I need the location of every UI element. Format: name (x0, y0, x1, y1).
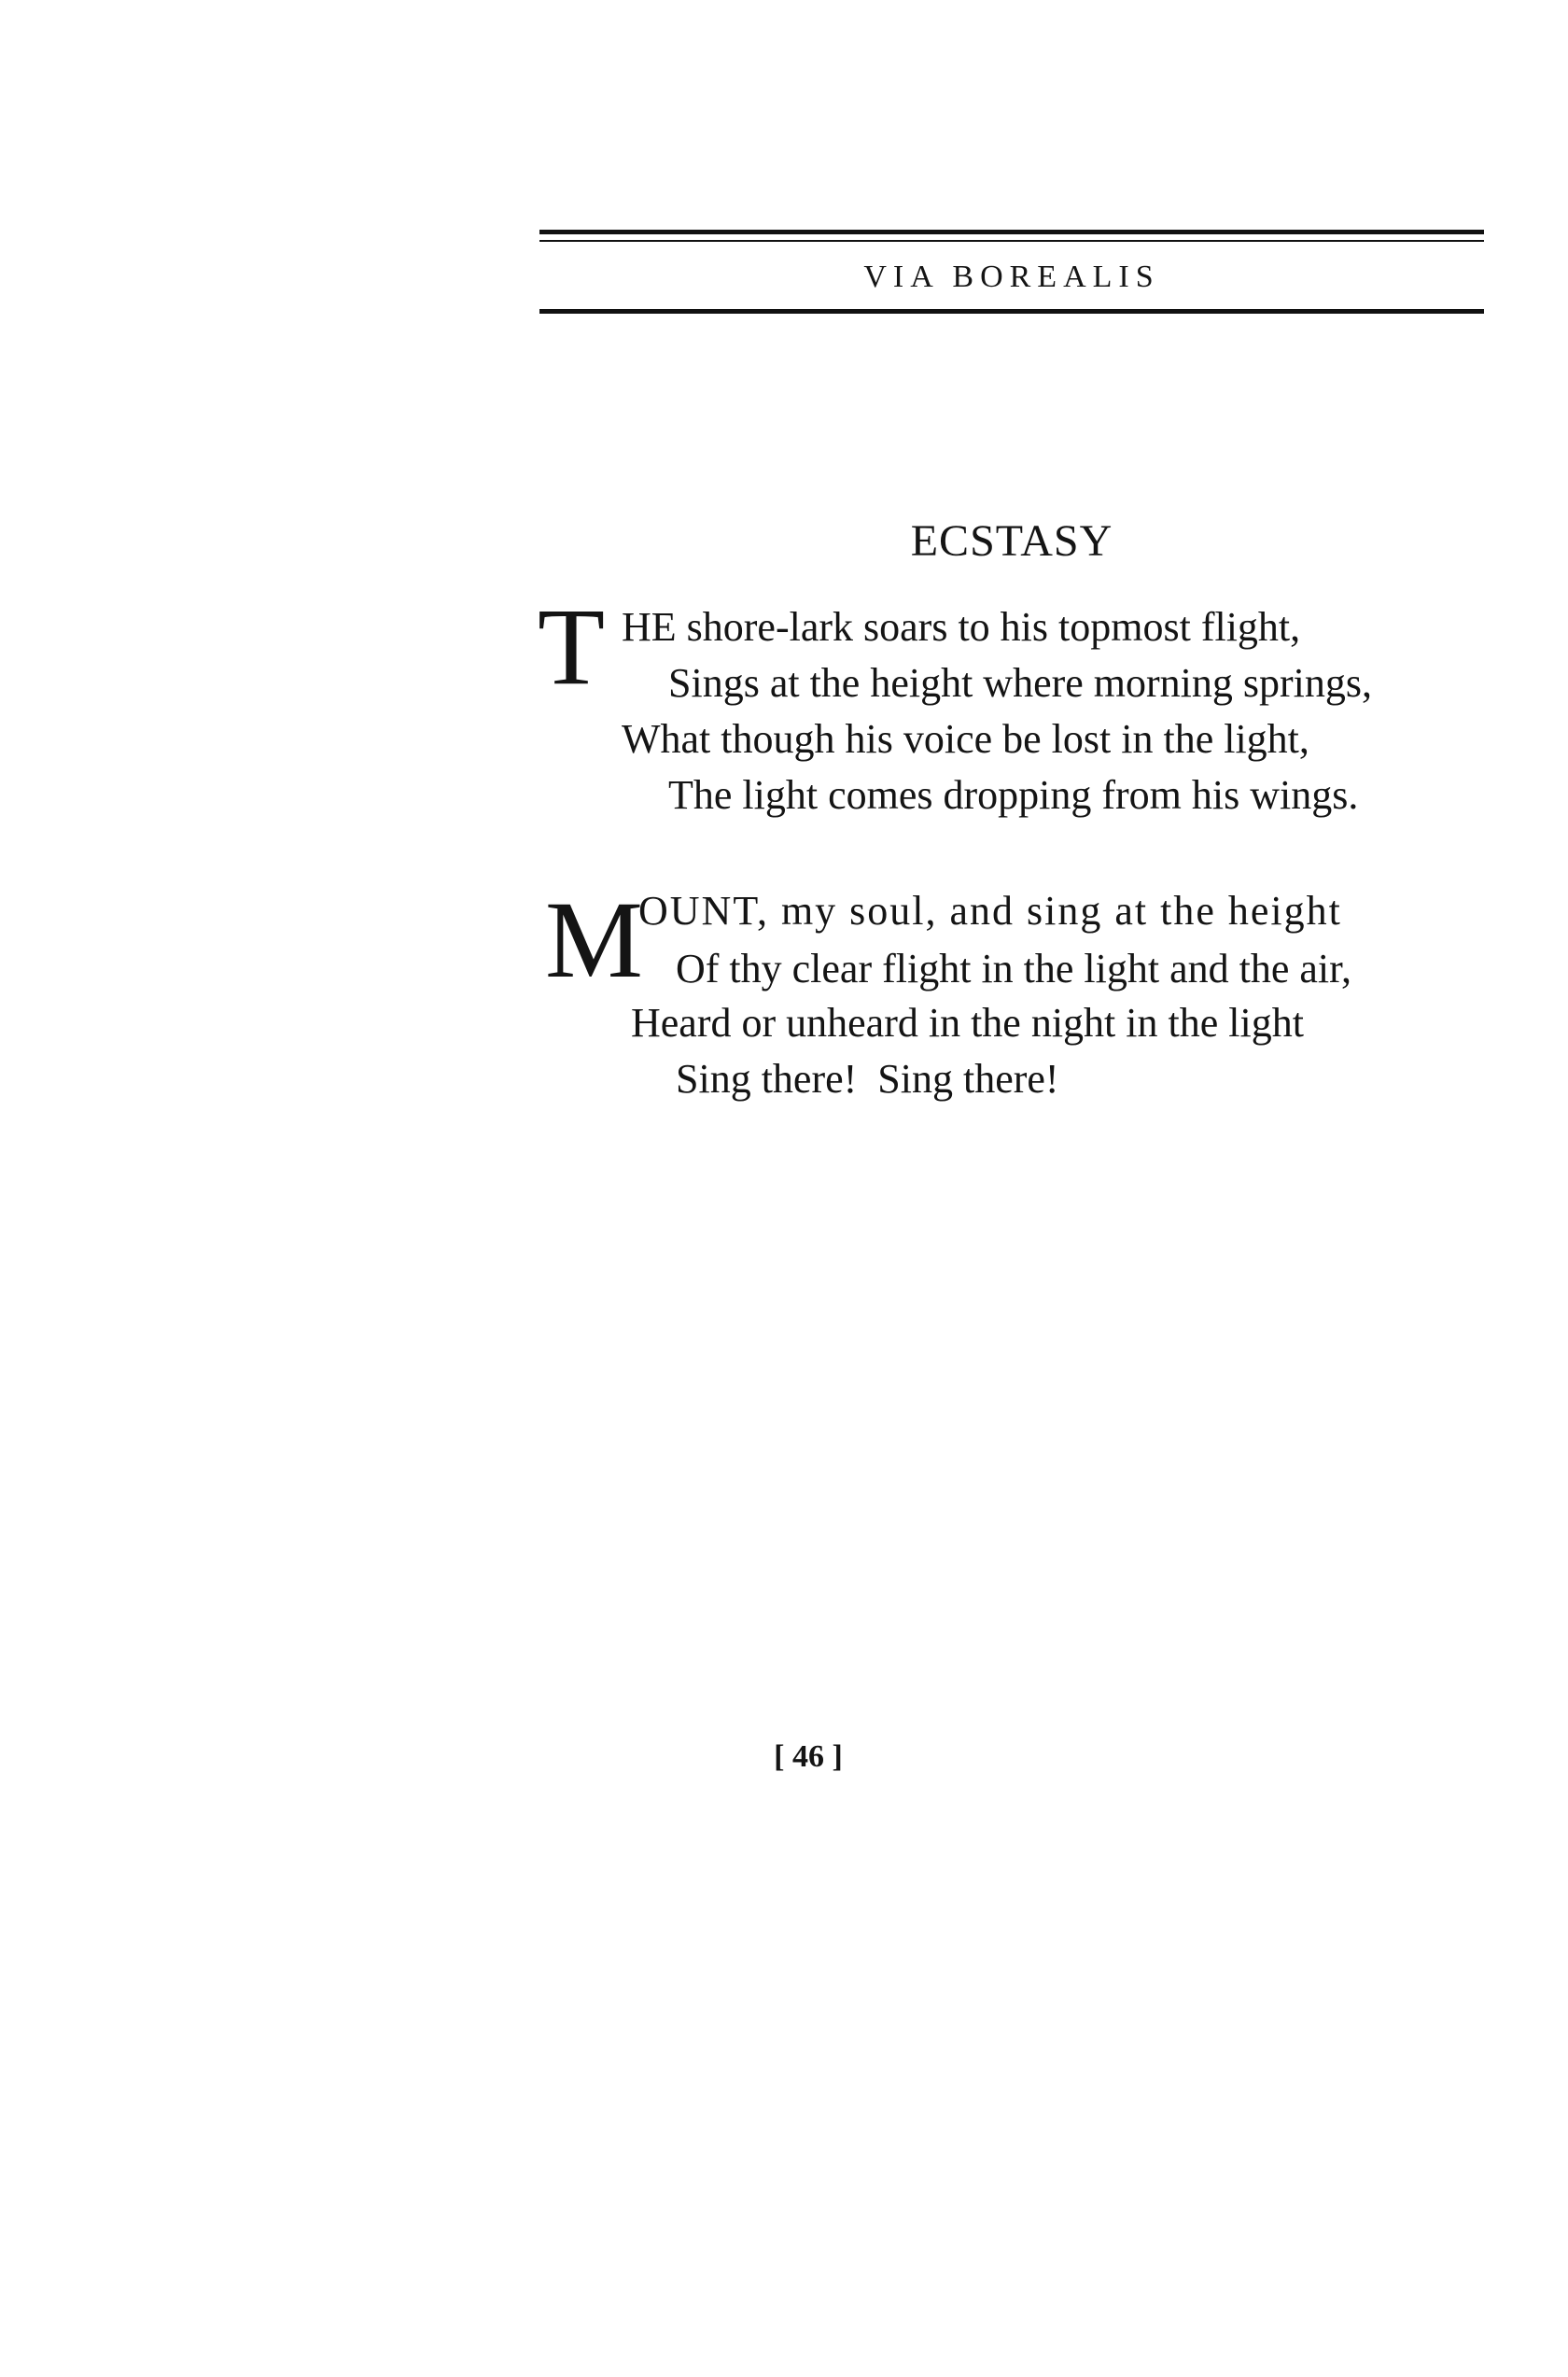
stanza-2-line-2: Of thy clear flight in the light and the air, (676, 946, 1352, 992)
drop-cap-t: T (538, 585, 606, 708)
stanza-2-line-3: Heard or unheard in the night in the light (631, 1000, 1304, 1046)
stanza-2-line-4: Sing there! Sing there! (676, 1056, 1059, 1102)
stanza-1-line-3: What though his voice be lost in the light, (622, 716, 1309, 762)
header-rule-thick (539, 230, 1484, 234)
stanza-1-line-2: Sings at the height where morning springs, (668, 660, 1373, 706)
drop-cap-m: M (545, 879, 643, 1001)
page-number (0, 1738, 1568, 1776)
stanza-2-line-1: OUNT, my soul, and sing at the height (638, 888, 1342, 934)
header-rule-bottom (539, 309, 1484, 314)
page-number-text: [ 46 ] (774, 1739, 843, 1774)
poem-title: ECSTASY (910, 516, 1113, 566)
stanza-1-line-4: The light comes dropping from his wings. (668, 772, 1359, 818)
stanza-1-line-1: HE shore-lark soars to his topmost flight, (622, 604, 1301, 650)
running-head-title: VIA BOREALIS (863, 260, 1160, 294)
header-rule-thin (539, 240, 1484, 242)
running-header (539, 230, 1484, 314)
